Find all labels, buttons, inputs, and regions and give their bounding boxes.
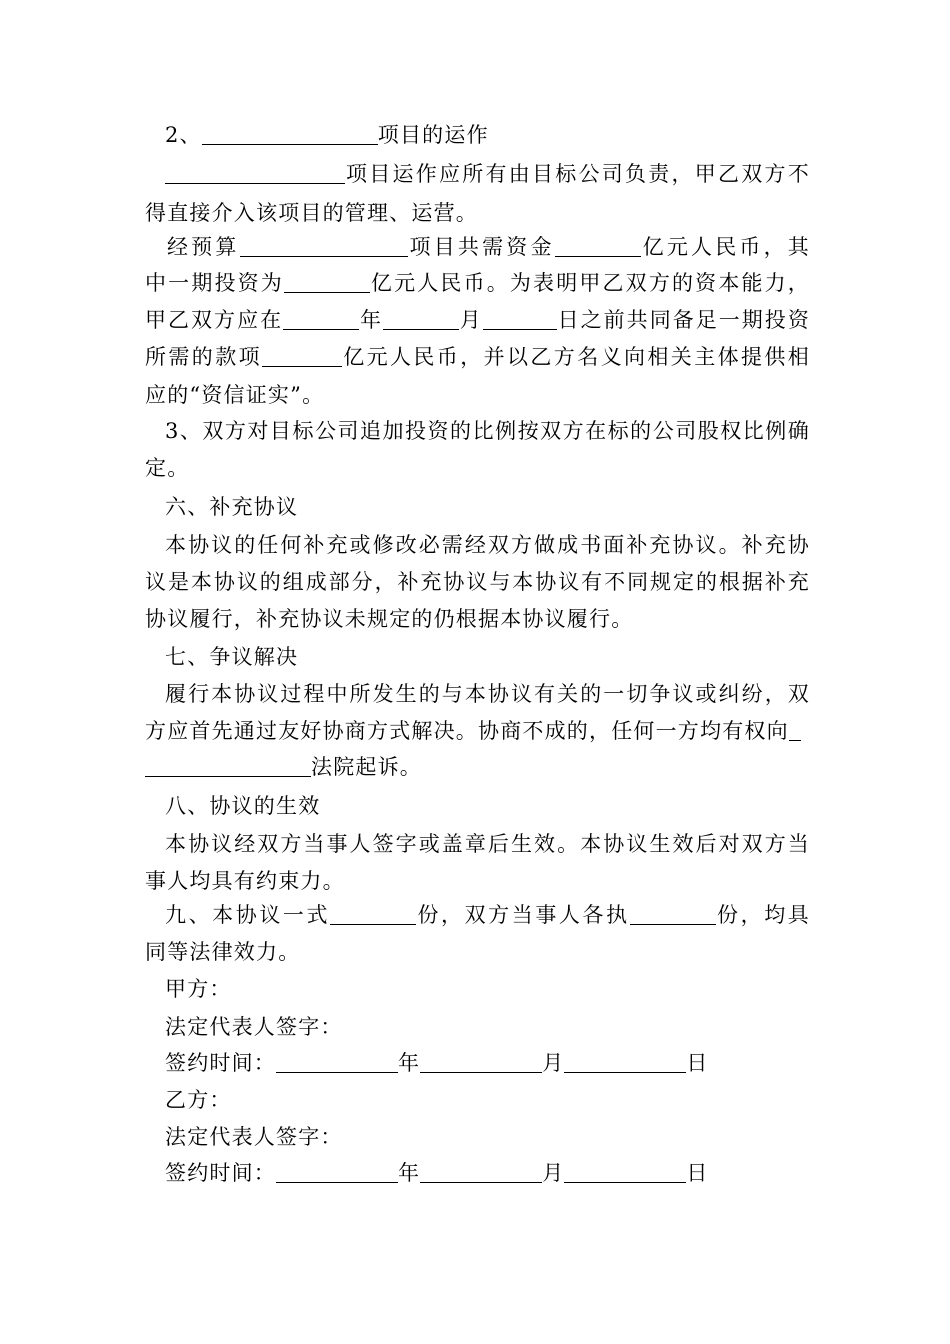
- paragraph-line: 本协议的任何补充或修改必需经双方做成书面补充协议。补充协: [165, 533, 810, 557]
- blank-line: [145, 754, 311, 777]
- text: 亿元人民币。为表明甲乙双方的资本能力，: [369, 271, 810, 295]
- paragraph-line: 协议履行，补充协议未规定的仍根据本协议履行。: [145, 607, 634, 631]
- section-2-heading: [165, 120, 810, 150]
- text: 所需的款项: [145, 345, 262, 369]
- text: 份，双方当事人各执: [416, 903, 630, 927]
- text: 法院起诉。: [311, 755, 422, 779]
- text: 亿元人民币，并以乙方名义向相关主体提供相: [342, 345, 810, 369]
- text: 年: [398, 1161, 421, 1185]
- paragraph-line: [145, 716, 810, 746]
- blank-line: [483, 307, 557, 330]
- text: 甲乙双方应在: [145, 308, 284, 332]
- paragraph-line: 3、双方对目标公司追加投资的比例按双方在标的公司股权比例确: [165, 419, 810, 443]
- text: 签约时间：: [165, 1161, 276, 1185]
- text: 日: [686, 1161, 709, 1185]
- blank-line: [564, 1050, 686, 1073]
- paragraph-line: 事人均具有约束力。: [145, 869, 345, 893]
- text: 份，均具: [715, 903, 810, 927]
- party-b-signature-label: 法定代表人签字：: [165, 1125, 343, 1149]
- blank-line: [276, 1050, 398, 1073]
- text: 签约时间：: [165, 1051, 276, 1075]
- text: 亿元人民币，其: [640, 235, 810, 259]
- item-number: 2、: [165, 123, 202, 147]
- text: 年: [398, 1051, 421, 1075]
- text: 年: [359, 308, 383, 332]
- blank-line: [330, 902, 416, 925]
- blank-line: [165, 161, 345, 184]
- paragraph-line: 得直接介入该项目的管理、运营。: [145, 201, 478, 225]
- party-a-sign-date: [165, 1048, 810, 1078]
- text: 经预算: [167, 235, 240, 259]
- paragraph-line: [165, 900, 810, 930]
- text: 中一期投资为: [145, 271, 284, 295]
- paragraph-line: [145, 752, 810, 782]
- text: 日之前共同备足一期投资: [556, 308, 811, 332]
- text: 项目运作应所有由目标公司负责，甲乙双方不: [345, 162, 810, 186]
- paragraph-line: [145, 268, 810, 298]
- party-a-signature-label: 法定代表人签字：: [165, 1015, 343, 1039]
- text: 月: [458, 308, 483, 332]
- paragraph-line: 本协议经双方当事人签字或盖章后生效。本协议生效后对双方当: [165, 832, 810, 856]
- paragraph-line: 应的“资信证实”。: [145, 383, 325, 407]
- paragraph-line: 议是本协议的组成部分，补充协议与本协议有不同规定的根据补充: [145, 570, 810, 594]
- section-heading: 八、协议的生效: [165, 794, 321, 818]
- blank-line: [420, 1160, 542, 1183]
- section-heading: 七、争议解决: [165, 645, 299, 669]
- heading-text: 项目的运作: [377, 123, 489, 147]
- text: 日: [686, 1051, 709, 1075]
- text: 方应首先通过友好协商方式解决。协商不成的，任何一方均有权向: [145, 719, 789, 743]
- party-b-label: 乙方：: [165, 1088, 232, 1112]
- text: 月: [542, 1051, 565, 1075]
- blank-line: [555, 234, 641, 257]
- blank-line: [240, 234, 408, 257]
- blank-line: [420, 1050, 542, 1073]
- blank-line: [262, 344, 342, 367]
- paragraph-line: [145, 232, 810, 262]
- blank-line: [789, 718, 801, 741]
- section-heading: 六、补充协议: [165, 495, 299, 519]
- party-a-label: 甲方：: [165, 977, 232, 1001]
- paragraph-line: [145, 342, 810, 372]
- blank-line: [630, 902, 716, 925]
- blank-line: [276, 1160, 398, 1183]
- text: 项目共需资金: [407, 235, 555, 259]
- blank-line: [284, 270, 370, 293]
- blank-line: [564, 1160, 686, 1183]
- party-b-sign-date: [165, 1158, 810, 1188]
- paragraph-line: [145, 305, 810, 335]
- text: 九、本协议一式: [165, 903, 331, 927]
- text: 月: [542, 1161, 565, 1185]
- blank-line: [202, 122, 378, 145]
- paragraph-line: 定。: [145, 456, 190, 480]
- paragraph-line: 履行本协议过程中所发生的与本协议有关的一切争议或纠纷，双: [165, 682, 810, 706]
- paragraph-line: 同等法律效力。: [145, 940, 301, 964]
- paragraph-line: [145, 159, 810, 189]
- blank-line: [283, 307, 359, 330]
- blank-line: [383, 307, 459, 330]
